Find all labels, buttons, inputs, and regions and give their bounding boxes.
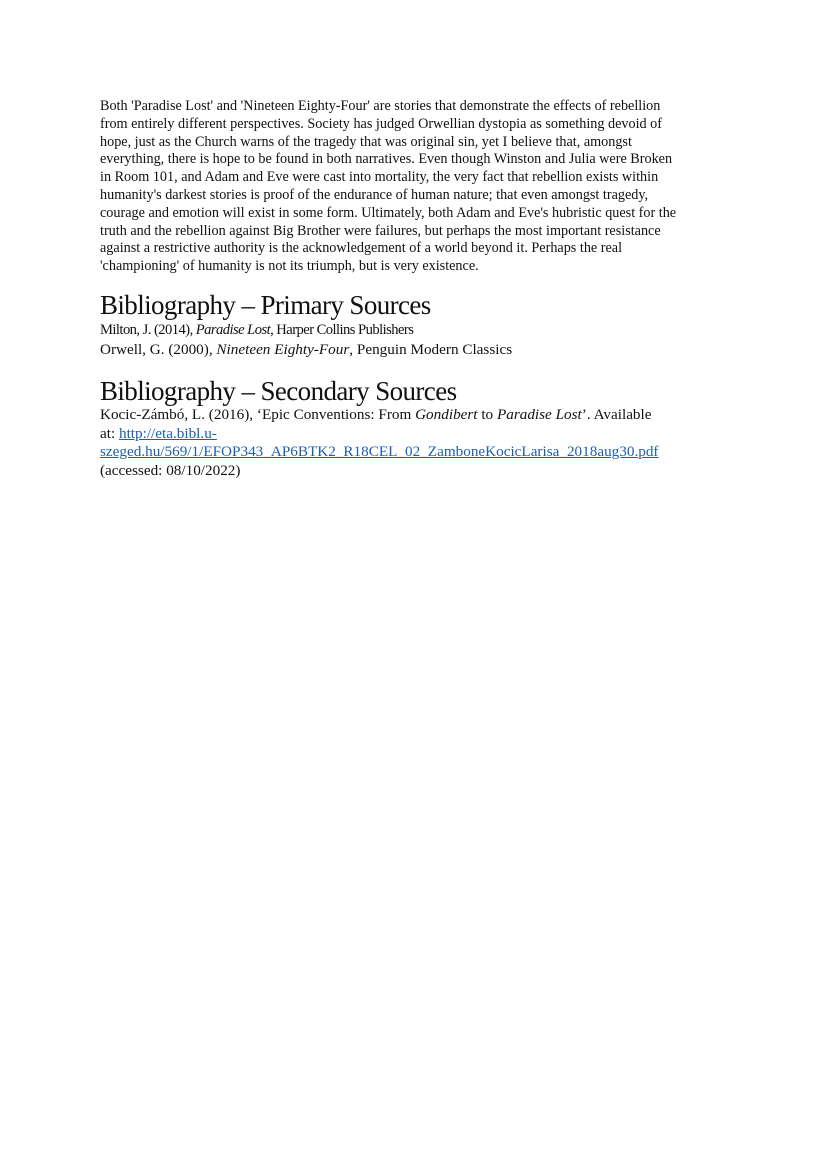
paragraph-line: truth and the rebellion against Big Brother were failures, but perhaps the most important resistance [100, 222, 661, 239]
reference-kocic-zambo [100, 406, 730, 480]
reference-orwell [100, 340, 730, 360]
ref-publisher: , Harper Collins Publishers [270, 321, 414, 338]
ref-accessed-date: (accessed: 08/10/2022) [100, 461, 241, 479]
ref-publisher: , Penguin Modern Classics [349, 340, 513, 358]
ref-at-label: at: [100, 424, 119, 442]
paragraph-line: from entirely different perspectives. Society has judged Orwellian dystopia as something devoid of [100, 115, 662, 132]
paragraph-line: courage and emotion will exist in some form. Ultimately, both Adam and Eve's hubristic quest for the [100, 204, 677, 221]
ref-title-gondibert: Gondibert [415, 405, 478, 423]
primary-sources-heading: Bibliography – Primary Sources [100, 289, 431, 320]
source-link[interactable]: http://eta.bibl.u- [118, 424, 217, 442]
paragraph-line: against a restrictive authority is the acknowledgement of a world beyond it. Perhaps the real [100, 240, 623, 257]
paragraph-line: in Room 101, and Adam and Eve were cast into mortality, the very fact that rebellion exists within [100, 169, 659, 186]
secondary-sources-heading: Bibliography – Secondary Sources [100, 375, 457, 406]
ref-available: ’. Available [581, 405, 652, 423]
ref-author: Kocic-Zámbó, L. (2016), ‘Epic Conventions: From [100, 405, 416, 423]
ref-citation-line [100, 406, 730, 425]
ref-connector: to [477, 405, 497, 423]
paragraph-line: Both 'Paradise Lost' and 'Nineteen Eighty-Four' are stories that demonstrate the effects of rebellion [100, 98, 661, 114]
paragraph-line: hope, just as the Church warns of the tragedy that was original sin, yet I believe that, amongst [100, 133, 632, 150]
ref-author: Milton, J. (2014), [100, 321, 196, 338]
ref-title: Paradise Lost [195, 321, 271, 338]
ref-author: Orwell, G. (2000), [100, 340, 217, 358]
reference-milton [100, 320, 730, 340]
ref-title-paradise-lost: Paradise Lost [496, 405, 582, 423]
ref-title: Nineteen Eighty-Four [216, 340, 350, 358]
source-link-continued[interactable]: szeged.hu/569/1/EFOP343_AP6BTK2_R18CEL_02_ZamboneKocicLarisa_2018aug30.pdf [100, 443, 659, 461]
paragraph-line: everything, there is hope to be found in both narratives. Even though Winston and Julia were Broken [100, 151, 673, 168]
paragraph-line: 'championing' of humanity is not its triumph, but is very existence. [100, 258, 479, 275]
ref-url-line-2 [100, 443, 730, 462]
conclusion-paragraph [100, 98, 730, 276]
document-page [100, 98, 730, 480]
paragraph-line: humanity's darkest stories is proof of the endurance of human nature; that even amongst tragedy, [100, 186, 649, 203]
ref-url-line-1 [100, 425, 730, 444]
